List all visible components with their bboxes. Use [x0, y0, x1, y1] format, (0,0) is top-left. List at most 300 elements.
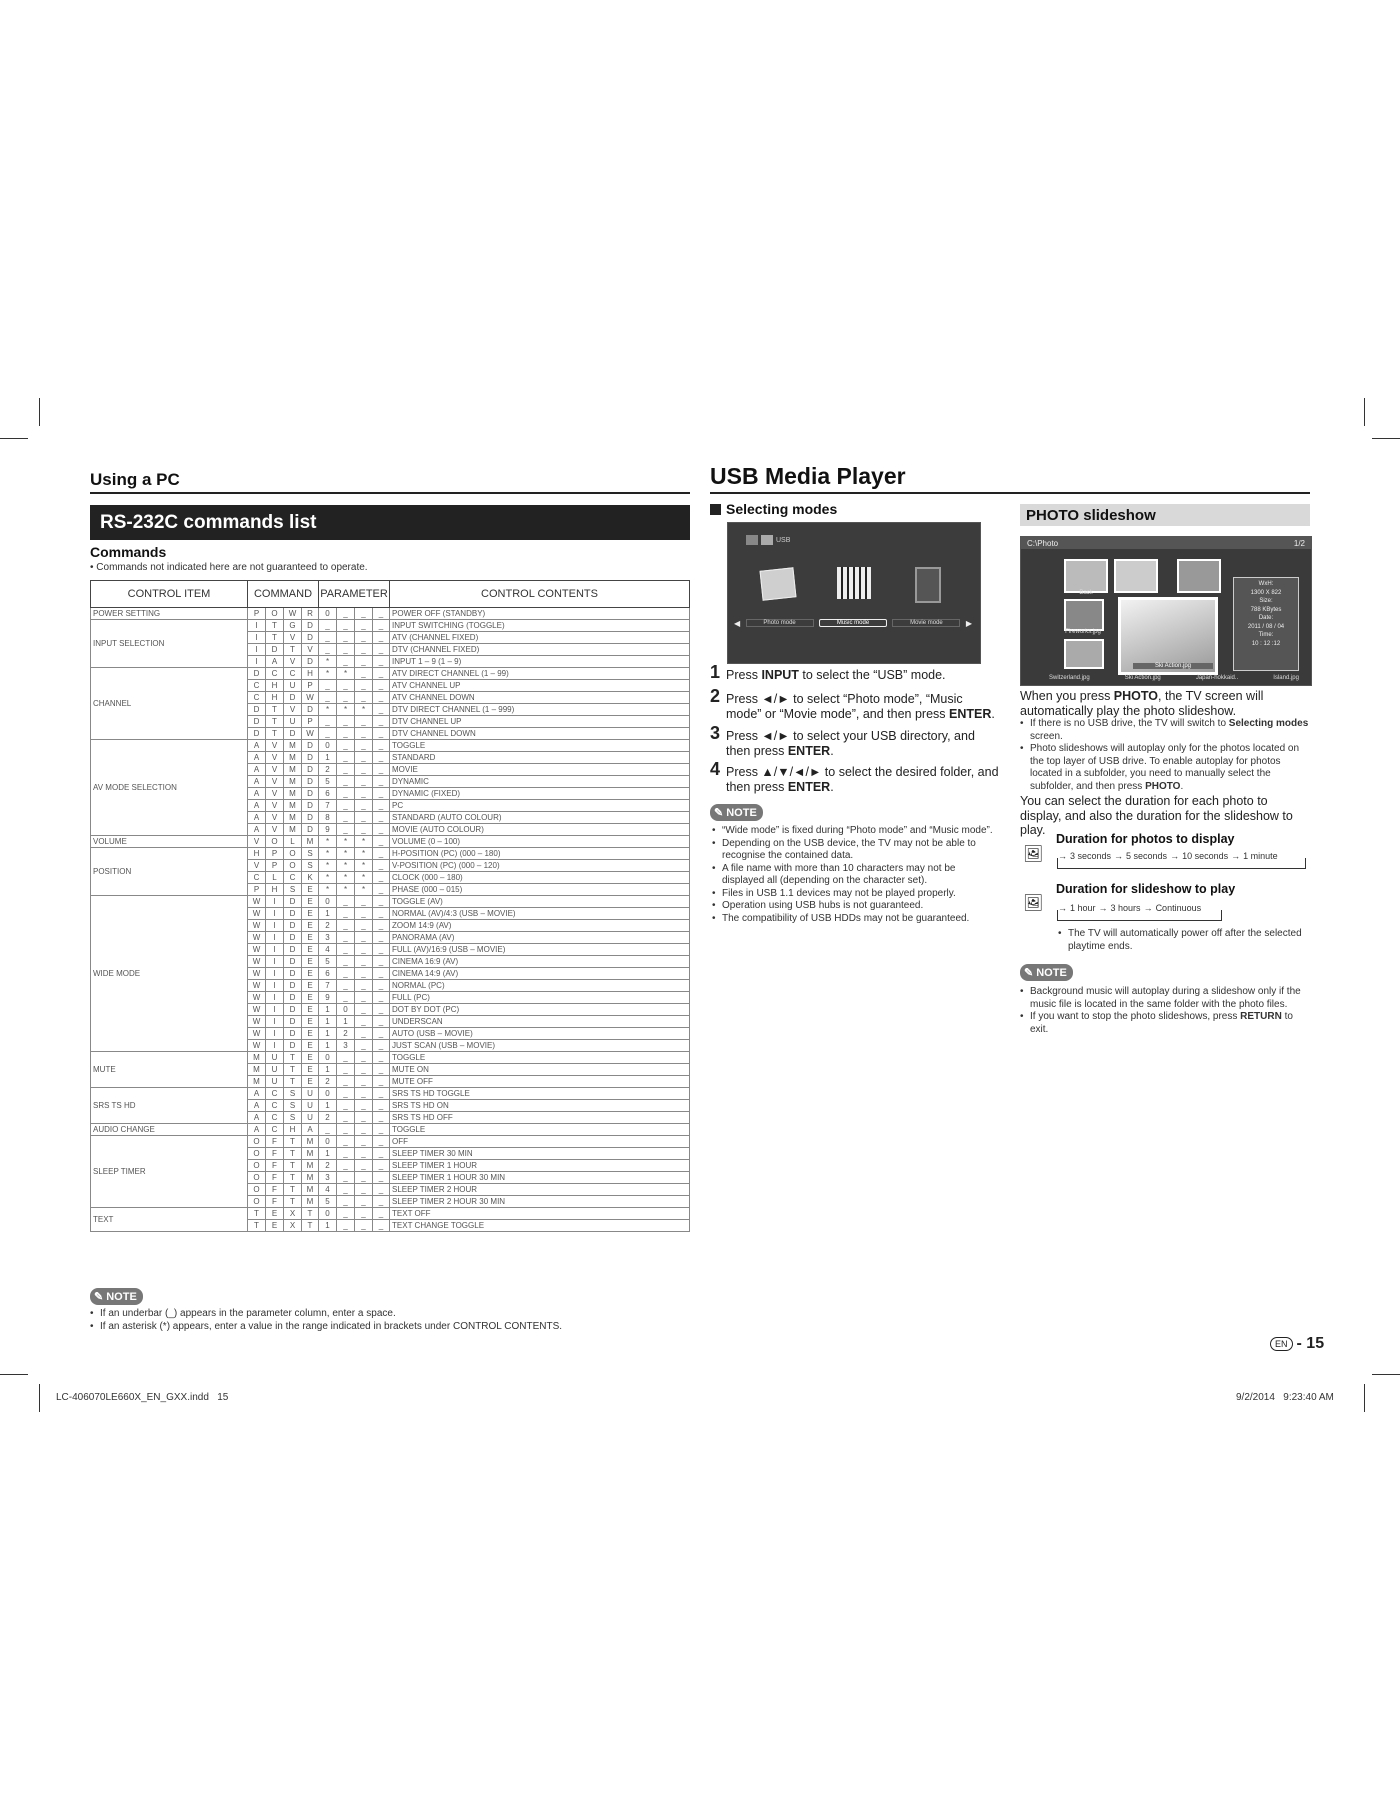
command-cell: L	[284, 836, 302, 848]
command-cell: E	[302, 956, 319, 968]
parameter-cell: *	[355, 884, 373, 896]
step-text: Press ◄/► to select “Photo mode”, “Music mode” or “Movie mode”, and then press	[726, 692, 963, 721]
dur-option[interactable]: 3 hours	[1110, 903, 1141, 913]
command-cell: I	[266, 1004, 284, 1016]
command-cell: M	[302, 1196, 319, 1208]
parameter-cell: _	[337, 932, 355, 944]
command-cell: I	[266, 1040, 284, 1052]
intro-text: , the TV screen will automatically play the photo slideshow.	[1020, 689, 1264, 718]
bullet-text: .	[1180, 780, 1184, 792]
selecting-modes-text: Selecting modes	[726, 501, 838, 517]
usb-drive-icon	[761, 535, 773, 545]
parameter-cell: 0	[319, 1208, 337, 1220]
command-cell: W	[248, 1028, 266, 1040]
control-contents-cell: DOT BY DOT (PC)	[390, 1004, 690, 1016]
command-cell: V	[302, 644, 319, 656]
parameter-cell: _	[373, 1208, 390, 1220]
parameter-cell: _	[337, 1196, 355, 1208]
command-cell: S	[284, 1112, 302, 1124]
control-contents-cell: PHASE (000 – 015)	[390, 884, 690, 896]
parameter-cell: _	[373, 932, 390, 944]
step-text: Press ◄/► to select your USB directory, and then press	[726, 729, 975, 758]
command-cell: W	[248, 956, 266, 968]
control-contents-cell: SRS TS HD TOGGLE	[390, 1088, 690, 1100]
mode-bar	[734, 617, 972, 629]
command-cell: O	[284, 860, 302, 872]
command-cell: A	[248, 764, 266, 776]
command-cell: D	[302, 752, 319, 764]
control-contents-cell: PANORAMA (AV)	[390, 932, 690, 944]
commands-table	[90, 580, 690, 1232]
parameter-cell: _	[337, 1100, 355, 1112]
parameter-cell: _	[337, 656, 355, 668]
preview-caption: Ski Action.jpg	[1133, 663, 1213, 669]
step-text: Press	[726, 668, 762, 682]
parameter-cell: 3	[319, 932, 337, 944]
photo-browser-screen	[1020, 536, 1312, 686]
parameter-cell: _	[373, 1028, 390, 1040]
command-cell: V	[266, 812, 284, 824]
parameter-cell: _	[355, 728, 373, 740]
arrow-right-icon[interactable]: ▶	[965, 618, 972, 628]
command-cell: H	[266, 884, 284, 896]
command-cell: W	[248, 944, 266, 956]
parameter-cell: _	[319, 692, 337, 704]
parameter-cell: 1	[319, 1040, 337, 1052]
parameter-cell: 1	[319, 908, 337, 920]
control-contents-cell: AUTO (USB – MOVIE)	[390, 1028, 690, 1040]
command-cell: V	[284, 632, 302, 644]
command-cell: D	[302, 740, 319, 752]
parameter-cell: _	[355, 764, 373, 776]
command-cell: E	[302, 1028, 319, 1040]
footer-timestamp: 9/2/2014 9:23:40 AM	[1236, 1392, 1334, 1403]
parameter-cell: _	[355, 632, 373, 644]
parameter-cell: _	[355, 992, 373, 1004]
arrow-right-icon: →	[1170, 851, 1180, 861]
command-cell: I	[248, 632, 266, 644]
dur-option[interactable]: 10 seconds	[1182, 851, 1229, 861]
command-cell: I	[266, 944, 284, 956]
parameter-cell: *	[319, 884, 337, 896]
page-number: - 15	[1296, 1335, 1325, 1352]
photo-slideshow-bar: PHOTO slideshow	[1020, 504, 1310, 526]
control-contents-cell: NORMAL (AV)/4:3 (USB – MOVIE)	[390, 908, 690, 920]
step-text: Press ▲/▼/◄/► to select the desired folder, and then press	[726, 765, 999, 794]
command-cell: M	[302, 1148, 319, 1160]
control-contents-cell: UNDERSCAN	[390, 1016, 690, 1028]
command-cell: A	[248, 776, 266, 788]
parameter-cell: _	[355, 1028, 373, 1040]
table-row	[91, 1052, 690, 1064]
command-cell: T	[284, 1160, 302, 1172]
parameter-cell: _	[319, 1124, 337, 1136]
parameter-cell: 7	[319, 980, 337, 992]
section-rule	[710, 492, 1310, 494]
control-contents-cell: OFF	[390, 1136, 690, 1148]
thumb-fireworks[interactable]	[1064, 599, 1104, 631]
command-cell: E	[302, 1076, 319, 1088]
parameter-cell: _	[337, 944, 355, 956]
command-cell: D	[284, 728, 302, 740]
command-cell: T	[248, 1208, 266, 1220]
parameter-cell: *	[337, 848, 355, 860]
parameter-cell: *	[355, 836, 373, 848]
command-cell: O	[248, 1172, 266, 1184]
parameter-cell: *	[337, 884, 355, 896]
control-contents-cell: TOGGLE	[390, 1124, 690, 1136]
command-cell: M	[284, 776, 302, 788]
dur-option[interactable]: 3 seconds	[1070, 851, 1112, 861]
command-cell: F	[266, 1148, 284, 1160]
command-cell: V	[266, 788, 284, 800]
en-badge: EN	[1270, 1337, 1293, 1351]
parameter-cell: _	[355, 1016, 373, 1028]
command-cell: M	[302, 1136, 319, 1148]
arrow-right-icon: →	[1231, 851, 1241, 861]
control-item-cell: WIDE MODE	[91, 896, 248, 1052]
control-contents-cell: VOLUME (0 – 100)	[390, 836, 690, 848]
command-cell: M	[284, 788, 302, 800]
step-key: ENTER	[787, 780, 831, 794]
info-line: Size:	[1259, 598, 1273, 604]
command-cell: T	[284, 644, 302, 656]
command-cell: T	[302, 1208, 319, 1220]
control-contents-cell: CLOCK (000 – 180)	[390, 872, 690, 884]
parameter-cell: _	[355, 1040, 373, 1052]
parameter-cell: _	[373, 1172, 390, 1184]
parameter-cell: _	[373, 1052, 390, 1064]
info-line: 1300 X 822	[1250, 589, 1282, 596]
parameter-cell: *	[319, 836, 337, 848]
parameter-cell: _	[337, 788, 355, 800]
command-cell: M	[302, 1172, 319, 1184]
command-cell: O	[248, 1184, 266, 1196]
parameter-cell: 1	[319, 1028, 337, 1040]
command-cell: U	[302, 1088, 319, 1100]
pencil-icon: ✎	[1024, 967, 1034, 979]
list-item: • “Wide mode” is fixed during “Photo mode” and “Music mode”.	[712, 825, 997, 838]
command-cell: P	[266, 848, 284, 860]
command-cell: D	[302, 788, 319, 800]
parameter-cell: _	[355, 692, 373, 704]
control-contents-cell: DYNAMIC (FIXED)	[390, 788, 690, 800]
thumb-photo[interactable]	[1064, 639, 1104, 669]
command-cell: L	[266, 872, 284, 884]
parameter-cell: _	[337, 644, 355, 656]
command-cell: S	[302, 848, 319, 860]
command-cell: U	[284, 716, 302, 728]
command-cell: M	[248, 1064, 266, 1076]
parameter-cell: *	[319, 656, 337, 668]
mode-option-movie[interactable]: Movie mode	[892, 619, 960, 627]
command-cell: W	[248, 932, 266, 944]
command-cell: E	[302, 1016, 319, 1028]
command-cell: I	[266, 980, 284, 992]
command-cell: M	[302, 836, 319, 848]
command-cell: D	[284, 980, 302, 992]
mode-select-screen	[727, 522, 981, 664]
parameter-cell: _	[355, 812, 373, 824]
parameter-cell: _	[355, 1220, 373, 1232]
command-cell: S	[284, 1088, 302, 1100]
command-cell: D	[284, 956, 302, 968]
parameter-cell: _	[355, 800, 373, 812]
left-notes-list	[90, 1308, 690, 1333]
command-cell: U	[302, 1100, 319, 1112]
control-contents-cell: DYNAMIC	[390, 776, 690, 788]
command-cell: A	[248, 1088, 266, 1100]
dur-photo-title: Duration for photos to display	[1056, 832, 1235, 846]
mode-option-photo[interactable]: Photo mode	[746, 619, 814, 627]
command-cell: I	[266, 932, 284, 944]
parameter-cell: _	[355, 716, 373, 728]
parameter-cell: _	[355, 752, 373, 764]
list-item: • Depending on the USB device, the TV may not be able to recognise the contained data.	[712, 838, 997, 863]
parameter-cell: 5	[319, 776, 337, 788]
command-cell: I	[266, 920, 284, 932]
step-text: .	[830, 780, 834, 794]
command-cell: S	[284, 884, 302, 896]
command-cell: E	[302, 920, 319, 932]
parameter-cell: _	[355, 896, 373, 908]
control-contents-cell: ATV DIRECT CHANNEL (1 – 99)	[390, 668, 690, 680]
parameter-cell: _	[373, 1136, 390, 1148]
control-item-cell: MUTE	[91, 1052, 248, 1088]
parameter-cell: 1	[319, 1004, 337, 1016]
command-cell: T	[266, 620, 284, 632]
command-cell: E	[302, 1052, 319, 1064]
command-cell: I	[266, 1016, 284, 1028]
control-contents-cell: INPUT 1 – 9 (1 – 9)	[390, 656, 690, 668]
command-cell: E	[302, 1040, 319, 1052]
command-cell: M	[248, 1052, 266, 1064]
thumb-photo[interactable]	[1114, 559, 1158, 593]
control-contents-cell: SLEEP TIMER 1 HOUR 30 MIN	[390, 1172, 690, 1184]
info-line: Date:	[1258, 615, 1274, 621]
command-cell: D	[248, 716, 266, 728]
command-cell: A	[248, 812, 266, 824]
bullet-text: screen.	[1030, 730, 1063, 742]
arrow-left-icon[interactable]: ◀	[734, 618, 741, 628]
parameter-cell: _	[373, 788, 390, 800]
note-badge-middle	[710, 804, 763, 821]
parameter-cell: _	[373, 824, 390, 836]
control-contents-cell: TOGGLE	[390, 1052, 690, 1064]
parameter-cell: *	[337, 872, 355, 884]
command-cell: G	[284, 620, 302, 632]
control-item-cell: SLEEP TIMER	[91, 1136, 248, 1208]
page-indicator: 1/2	[1293, 538, 1305, 548]
parameter-cell: _	[337, 800, 355, 812]
command-cell: I	[266, 992, 284, 1004]
parameter-cell: _	[319, 644, 337, 656]
pencil-icon: ✎	[714, 807, 724, 819]
parameter-cell: _	[355, 740, 373, 752]
command-cell: F	[266, 1136, 284, 1148]
step-number: 2	[710, 686, 721, 706]
parameter-cell: _	[373, 1016, 390, 1028]
command-cell: C	[266, 1112, 284, 1124]
list-item: • Background music will autoplay during a slideshow only if the music file is located in the same folder with the photo files.	[1020, 986, 1312, 1011]
parameter-cell: _	[373, 980, 390, 992]
parameter-cell: _	[355, 608, 373, 620]
parameter-cell: _	[373, 608, 390, 620]
section-title-usb-media-player: USB Media Player	[710, 463, 906, 489]
step-1	[710, 662, 1001, 683]
parameter-cell: _	[337, 1184, 355, 1196]
thumb-label: Switzerland.jpg	[1049, 675, 1090, 681]
parameter-cell: _	[373, 668, 390, 680]
parameter-cell: _	[337, 1160, 355, 1172]
command-cell: D	[284, 920, 302, 932]
command-cell: D	[284, 908, 302, 920]
table-row	[91, 836, 690, 848]
crop-mark	[1364, 398, 1365, 426]
dur-option[interactable]: 1 hour	[1070, 903, 1096, 913]
parameter-cell: 5	[319, 1196, 337, 1208]
step-number: 4	[710, 759, 721, 779]
col-header-command: COMMAND	[248, 581, 319, 608]
command-cell: D	[302, 704, 319, 716]
usb-icon-group	[746, 535, 790, 545]
parameter-cell: _	[373, 680, 390, 692]
parameter-cell: _	[337, 908, 355, 920]
command-cell: M	[284, 740, 302, 752]
mode-option-music[interactable]: Music mode	[819, 619, 887, 627]
control-contents-cell: STANDARD	[390, 752, 690, 764]
folder-path: C:\Photo	[1027, 538, 1059, 548]
command-cell: C	[248, 872, 266, 884]
parameter-cell: *	[319, 704, 337, 716]
intro-text: When you press	[1020, 689, 1114, 703]
thumb-label: Japan-hokkaid..	[1195, 675, 1239, 681]
step-text: .	[830, 744, 834, 758]
parameter-cell: *	[319, 848, 337, 860]
parameter-cell: _	[373, 1124, 390, 1136]
parameter-cell: _	[355, 1004, 373, 1016]
parameter-cell: *	[337, 668, 355, 680]
control-contents-cell: V-POSITION (PC) (000 – 120)	[390, 860, 690, 872]
parameter-cell: 2	[319, 920, 337, 932]
command-cell: D	[284, 1004, 302, 1016]
command-cell: D	[302, 824, 319, 836]
command-cell: D	[266, 644, 284, 656]
crop-mark	[0, 438, 28, 439]
command-cell: V	[248, 860, 266, 872]
col-header-parameter: PARAMETER	[319, 581, 390, 608]
control-item-cell: TEXT	[91, 1208, 248, 1232]
command-cell: W	[302, 692, 319, 704]
parameter-cell: _	[337, 764, 355, 776]
parameter-cell: _	[355, 956, 373, 968]
command-cell: T	[248, 1220, 266, 1232]
parameter-cell: 1	[319, 1016, 337, 1028]
command-cell: M	[284, 812, 302, 824]
command-cell: A	[248, 1124, 266, 1136]
parameter-cell: _	[337, 692, 355, 704]
thumb-back[interactable]	[1064, 559, 1108, 593]
control-contents-cell: CINEMA 14:9 (AV)	[390, 968, 690, 980]
page-number-block	[1270, 1335, 1324, 1353]
parameter-cell: _	[373, 752, 390, 764]
note-label: NOTE	[106, 1290, 137, 1303]
dur-option[interactable]: 5 seconds	[1126, 851, 1168, 861]
dur-option[interactable]: 1 minute	[1243, 851, 1278, 861]
cycle-return-line	[1057, 858, 1306, 869]
parameter-cell: _	[319, 728, 337, 740]
command-cell: E	[302, 1004, 319, 1016]
command-cell: H	[284, 1124, 302, 1136]
command-cell: W	[248, 980, 266, 992]
command-cell: T	[266, 716, 284, 728]
control-contents-cell: SRS TS HD OFF	[390, 1112, 690, 1124]
path-bar	[1021, 537, 1311, 549]
parameter-cell: _	[373, 1220, 390, 1232]
control-item-cell: CHANNEL	[91, 668, 248, 740]
parameter-cell: _	[337, 752, 355, 764]
thumb-label: Ski Action.jpg	[1124, 675, 1161, 681]
command-cell: A	[266, 656, 284, 668]
parameter-cell: _	[355, 1160, 373, 1172]
control-item-cell: INPUT SELECTION	[91, 620, 248, 668]
parameter-cell: _	[337, 1112, 355, 1124]
command-cell: D	[284, 968, 302, 980]
parameter-cell: _	[373, 848, 390, 860]
crop-mark	[39, 398, 40, 426]
table-row	[91, 620, 690, 632]
control-contents-cell: SLEEP TIMER 1 HOUR	[390, 1160, 690, 1172]
cycle-start-arrow: →	[1058, 851, 1067, 861]
parameter-cell: 1	[319, 1148, 337, 1160]
command-cell: T	[284, 1064, 302, 1076]
parameter-cell: _	[373, 1088, 390, 1100]
movie-mode-icon	[915, 567, 941, 603]
dur-option[interactable]: Continuous	[1155, 903, 1202, 913]
crop-mark	[1372, 438, 1400, 439]
command-cell: D	[284, 932, 302, 944]
control-contents-cell: TOGGLE	[390, 740, 690, 752]
parameter-cell: _	[337, 968, 355, 980]
parameter-cell: _	[337, 992, 355, 1004]
command-cell: A	[248, 788, 266, 800]
parameter-cell: 0	[319, 1052, 337, 1064]
parameter-cell: *	[355, 872, 373, 884]
parameter-cell: _	[373, 692, 390, 704]
parameter-cell: _	[337, 608, 355, 620]
thumb-photo[interactable]	[1177, 559, 1221, 593]
parameter-cell: _	[373, 740, 390, 752]
step-key: ENTER	[787, 744, 831, 758]
note-key: RETURN	[1240, 1011, 1282, 1022]
command-cell: M	[284, 824, 302, 836]
command-cell: H	[266, 692, 284, 704]
command-cell: I	[266, 896, 284, 908]
parameter-cell: _	[373, 1064, 390, 1076]
command-cell: P	[248, 884, 266, 896]
parameter-cell: 0	[319, 1088, 337, 1100]
parameter-cell: _	[373, 908, 390, 920]
note-text: to exit.	[1030, 1011, 1293, 1035]
parameter-cell: 1	[319, 1220, 337, 1232]
parameter-cell: 9	[319, 992, 337, 1004]
parameter-cell: _	[337, 740, 355, 752]
table-row	[91, 1208, 690, 1220]
command-cell: M	[284, 764, 302, 776]
command-cell: X	[284, 1208, 302, 1220]
command-cell: C	[248, 692, 266, 704]
parameter-cell: *	[319, 860, 337, 872]
